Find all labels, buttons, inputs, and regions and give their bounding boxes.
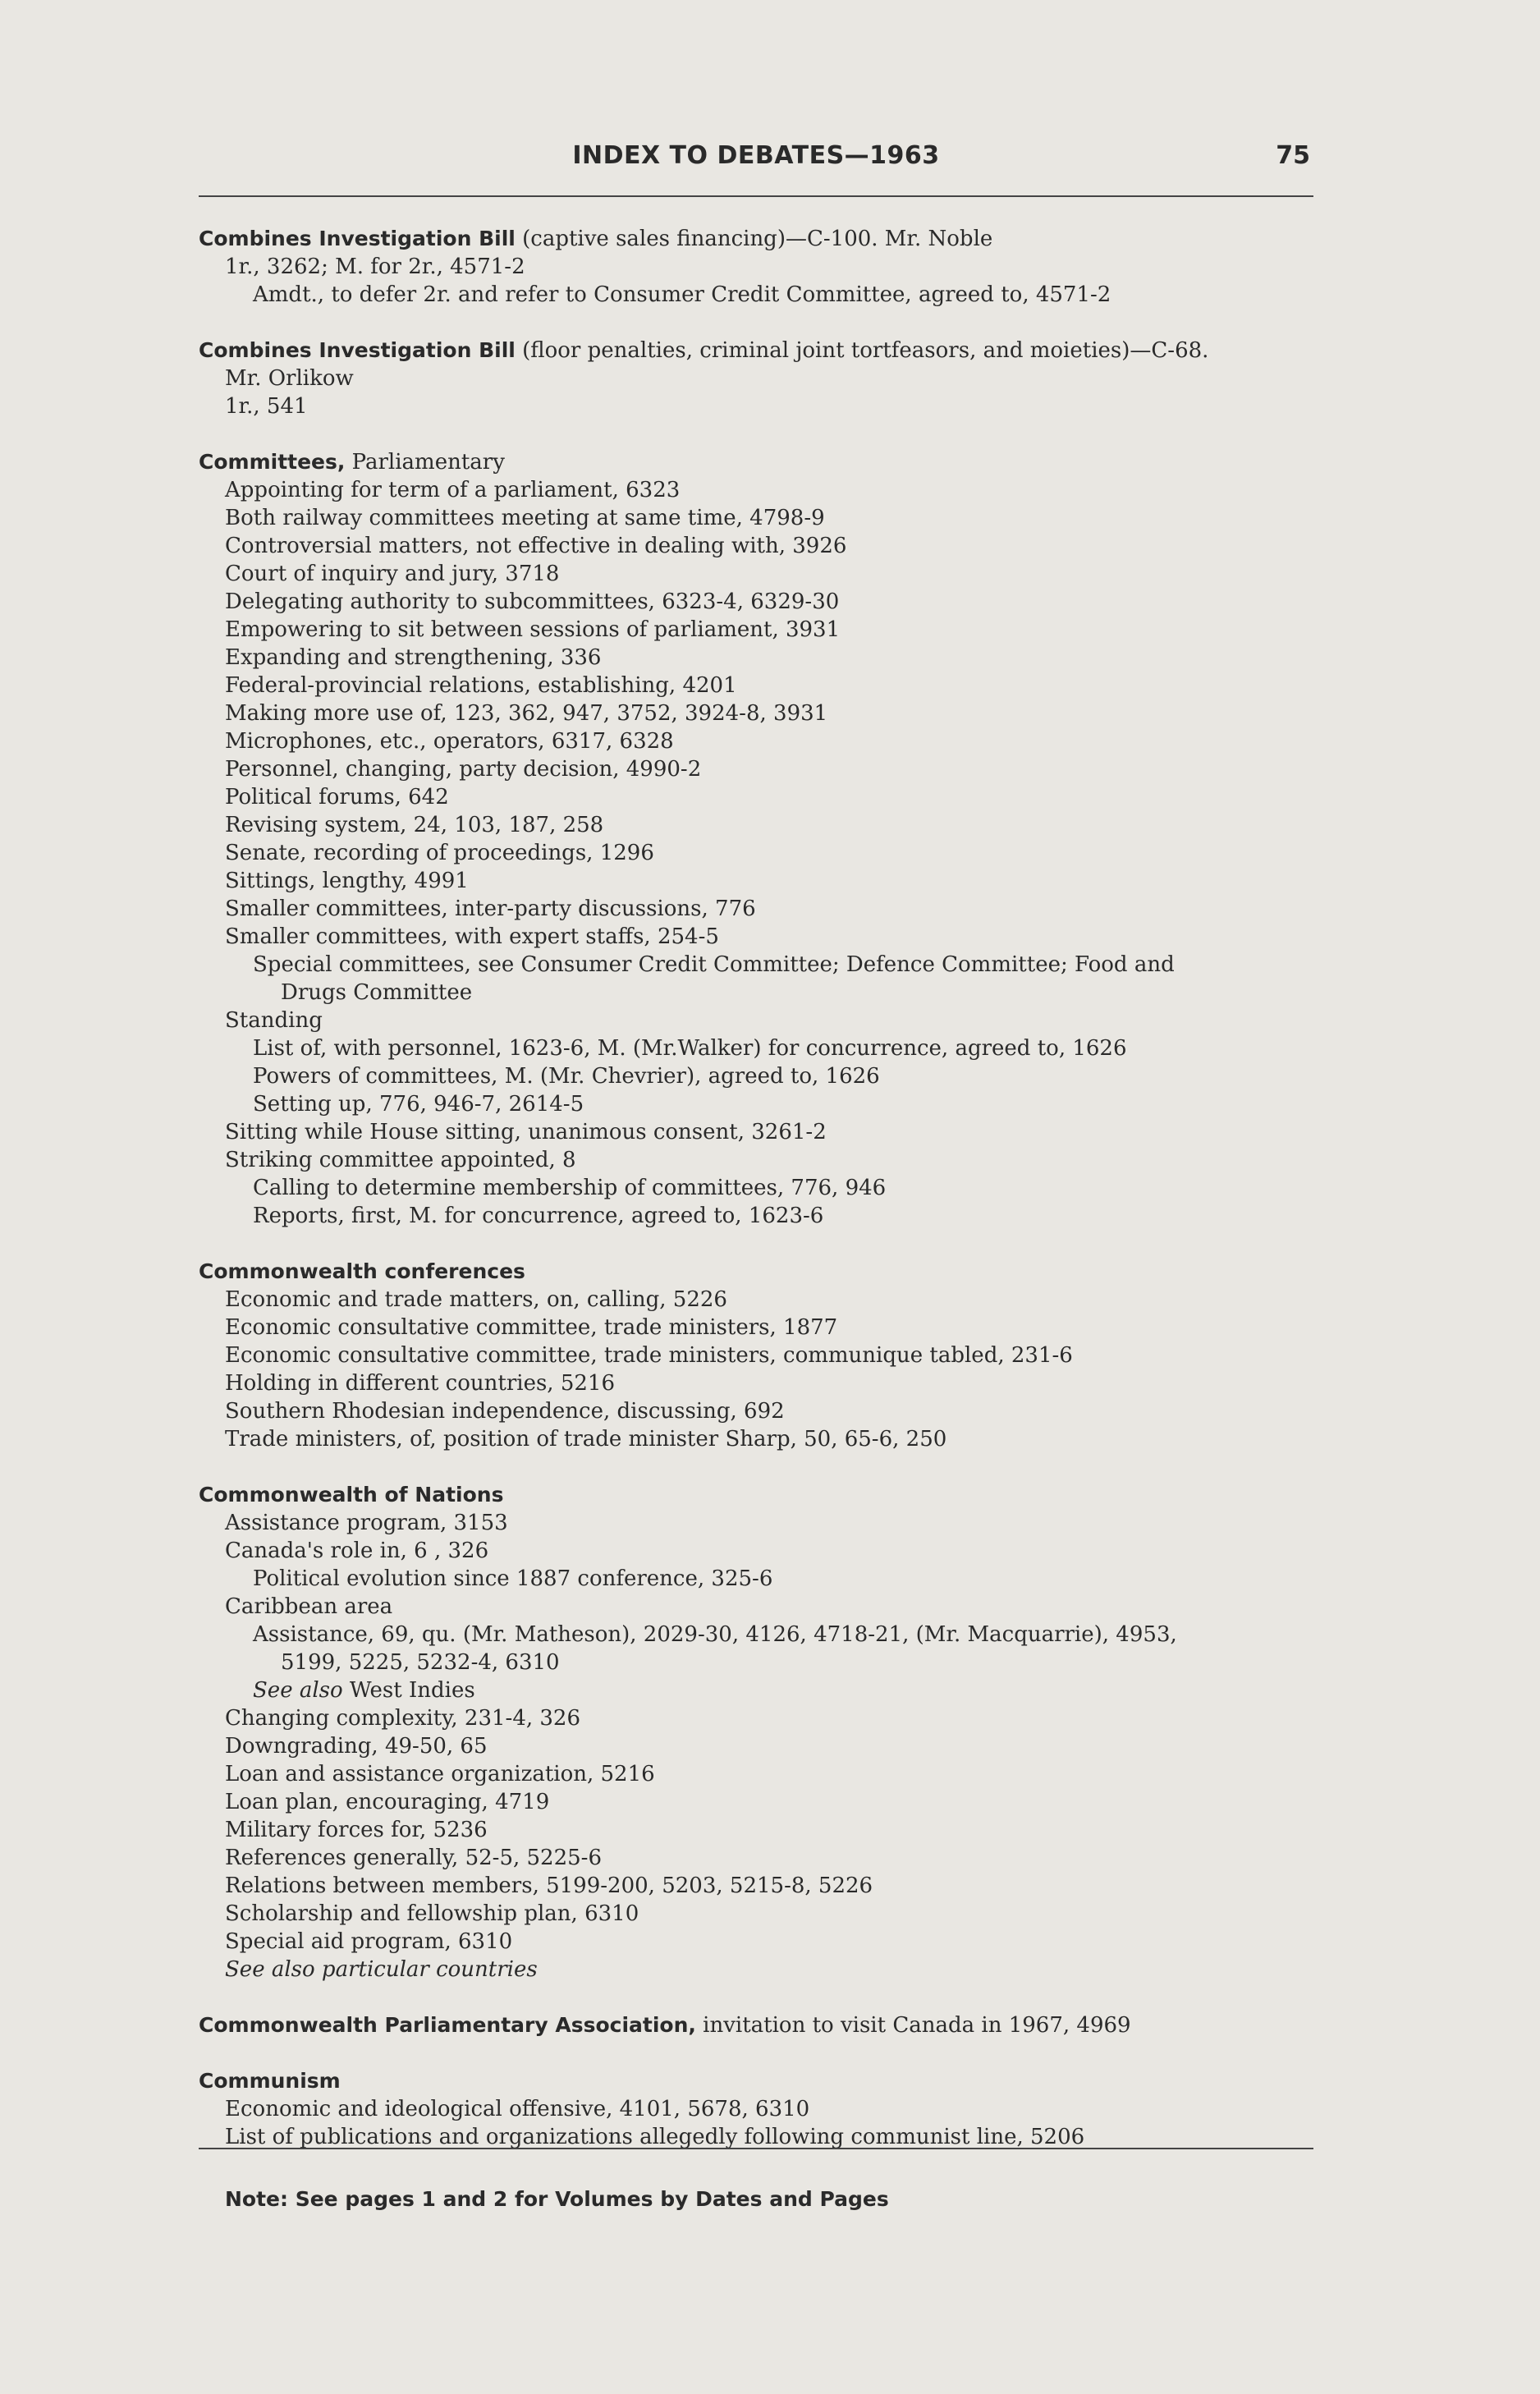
entry-heading: Communism — [199, 2069, 341, 2093]
entry-heading-line — [199, 337, 1323, 365]
index-subentry: Court of inquiry and jury, 3718 — [225, 562, 560, 586]
footer-note: Note: See pages 1 and 2 for Volumes by Dates and Pages — [225, 2187, 889, 2211]
index-entry — [199, 2011, 1323, 2039]
index-subentry: Assistance, 69, qu. (Mr. Matheson), 2029-30, 4126, 4718-21, (Mr. Macquarrie), 4953, — [253, 1622, 1177, 1647]
index-subentry: Drugs Committee — [281, 980, 473, 1005]
entry-heading-rest: Parliamentary — [345, 450, 505, 475]
index-subentry: See also West Indies — [253, 1678, 475, 1703]
index-subentry: Holding in different countries, 5216 — [225, 1371, 615, 1396]
index-subentry: Economic consultative committee, trade ministers, 1877 — [225, 1315, 838, 1340]
index-subentry: Economic and ideological offensive, 4101, 5678, 6310 — [225, 2097, 810, 2121]
index-subentry: Caribbean area — [225, 1594, 393, 1619]
index-subentry: Economic consultative committee, trade ministers, communique tabled, 231-6 — [225, 1343, 1073, 1368]
index-subentry: Smaller committees, with expert staffs, 254-5 — [225, 924, 719, 949]
index-subentry: Standing — [225, 1008, 323, 1033]
footer-rule — [199, 2148, 1313, 2149]
page-number: 75 — [1276, 141, 1310, 170]
index-subentry: Striking committee appointed, 8 — [225, 1148, 576, 1172]
index-subentry: Southern Rhodesian independence, discussing, 692 — [225, 1399, 785, 1424]
index-subentry: Scholarship and fellowship plan, 6310 — [225, 1901, 639, 1926]
index-subentry: Relations between members, 5199-200, 5203, 5215-8, 5226 — [225, 1873, 873, 1898]
index-subentry: Mr. Orlikow — [225, 366, 354, 391]
index-subentry: References generally, 52-5, 5225-6 — [225, 1846, 603, 1870]
index-subentry: Loan plan, encouraging, 4719 — [225, 1790, 550, 1814]
index-entry — [199, 1258, 1323, 1453]
header-rule — [199, 195, 1313, 197]
index-subentry: 5199, 5225, 5232-4, 6310 — [281, 1650, 560, 1675]
index-entry — [199, 337, 1323, 420]
index-subentry: Canada's role in, 6 , 326 — [225, 1539, 489, 1563]
entry-heading: Commonwealth conferences — [199, 1259, 525, 1283]
index-subentry: Controversial matters, not effective in dealing with, 3926 — [225, 534, 847, 558]
entry-heading-line — [199, 2011, 1323, 2039]
index-subentry: Personnel, changing, party decision, 4990-2 — [225, 757, 702, 782]
index-subentry: Special aid program, 6310 — [225, 1929, 513, 1954]
index-subentry: Making more use of, 123, 362, 947, 3752, 3924-8, 3931 — [225, 701, 828, 726]
index-subentry: Expanding and strengthening, 336 — [225, 645, 602, 670]
page-header — [199, 141, 1313, 174]
entry-heading-line — [199, 1481, 1323, 1509]
entry-heading: Combines Investigation Bill — [199, 227, 516, 250]
index-subentry: Delegating authority to subcommittees, 6323-4, 6329-30 — [225, 589, 840, 614]
entry-heading-line — [199, 225, 1323, 253]
index-subentry: Trade ministers, of, position of trade minister Sharp, 50, 65-6, 250 — [225, 1427, 947, 1452]
entry-heading: Committees, — [199, 450, 346, 474]
entry-heading-rest: (captive sales financing)—C-100. Mr. Noble — [515, 227, 993, 251]
index-body — [199, 225, 1323, 2151]
entry-heading: Combines Investigation Bill — [199, 338, 516, 362]
index-subentry: Empowering to sit between sessions of parliament, 3931 — [225, 617, 841, 642]
index-subentry: Revising system, 24, 103, 187, 258 — [225, 813, 604, 837]
index-subentry: List of, with personnel, 1623-6, M. (Mr.Walker) for concurrence, agreed to, 1626 — [253, 1036, 1127, 1061]
entry-heading-rest: invitation to visit Canada in 1967, 4969 — [695, 2013, 1131, 2038]
index-subentry: Downgrading, 49-50, 65 — [225, 1734, 488, 1759]
index-subentry: Special committees, see Consumer Credit Committee; Defence Committee; Food and — [253, 952, 1175, 977]
entry-heading-line — [199, 2067, 1323, 2095]
entry-heading-line — [199, 1258, 1323, 1286]
index-subentry: Reports, first, M. for concurrence, agreed to, 1623-6 — [253, 1204, 824, 1228]
index-subentry: Both railway committees meeting at same time, 4798-9 — [225, 506, 825, 530]
page-title: INDEX TO DEBATES—1963 — [572, 141, 940, 170]
index-entry — [199, 225, 1323, 309]
entry-heading: Commonwealth Parliamentary Association, — [199, 2013, 696, 2037]
entry-heading-rest: (floor penalties, criminal joint tortfeasors, and moieties)—C-68. — [515, 338, 1209, 363]
index-entry — [199, 1481, 1323, 1984]
index-subentry: Appointing for term of a parliament, 6323 — [225, 478, 681, 502]
entry-heading: Commonwealth of Nations — [199, 1483, 504, 1507]
index-subentry: Setting up, 776, 946-7, 2614-5 — [253, 1092, 584, 1117]
index-subentry: Political forums, 642 — [225, 785, 449, 809]
index-subentry: Sittings, lengthy, 4991 — [225, 869, 469, 893]
index-subentry: Federal-provincial relations, establishing, 4201 — [225, 673, 737, 698]
index-subentry: Political evolution since 1887 conference, 325-6 — [253, 1566, 773, 1591]
index-subentry: Calling to determine membership of committees, 776, 946 — [253, 1176, 887, 1200]
index-subentry: 1r., 541 — [225, 394, 308, 419]
index-subentry: Powers of committees, M. (Mr. Chevrier), agreed to, 1626 — [253, 1064, 880, 1089]
index-entry — [199, 2067, 1323, 2151]
index-subentry: List of publications and organizations allegedly following communist line, 5206 — [225, 2125, 1085, 2149]
index-subentry: Senate, recording of proceedings, 1296 — [225, 841, 654, 865]
see-also-label: See also — [253, 1678, 343, 1703]
index-subentry: Loan and assistance organization, 5216 — [225, 1762, 655, 1786]
index-subentry: See also particular countries — [225, 1957, 538, 1982]
index-subentry: Economic and trade matters, on, calling, 5226 — [225, 1287, 727, 1312]
index-subentry: Amdt., to defer 2r. and refer to Consumer Credit Committee, agreed to, 4571-2 — [253, 282, 1111, 307]
index-subentry: Microphones, etc., operators, 6317, 6328 — [225, 729, 674, 754]
index-subentry: Changing complexity, 231-4, 326 — [225, 1706, 581, 1731]
entry-heading-line — [199, 448, 1323, 476]
index-subentry: 1r., 3262; M. for 2r., 4571-2 — [225, 255, 525, 279]
index-entry — [199, 448, 1323, 1230]
index-subentry: Assistance program, 3153 — [225, 1511, 508, 1535]
index-subentry: Military forces for, 5236 — [225, 1818, 488, 1842]
index-subentry: Smaller committees, inter-party discussions, 776 — [225, 897, 756, 921]
index-subentry: Sitting while House sitting, unanimous consent, 3261-2 — [225, 1120, 827, 1144]
